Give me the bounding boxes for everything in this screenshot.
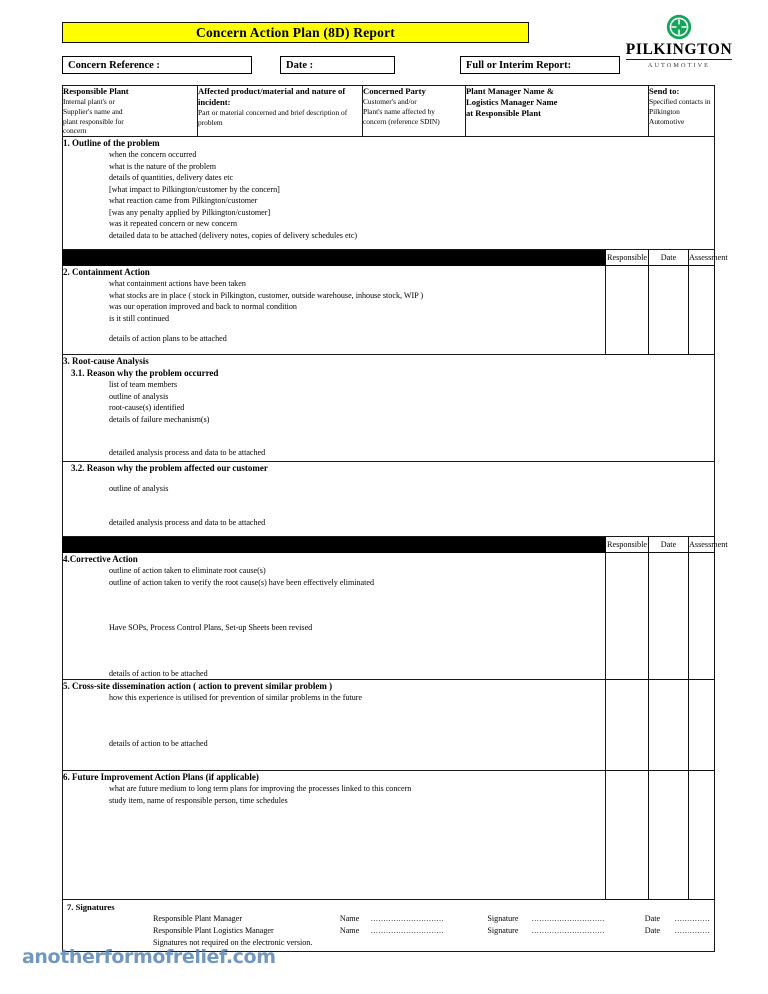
section-2-assessment-cell[interactable] (689, 266, 715, 355)
section-6-responsible-cell[interactable] (606, 771, 649, 900)
section-7-heading: 7. Signatures (67, 902, 115, 913)
header-sub: Part or material concerned and brief description of problem (198, 108, 348, 127)
site-watermark: anotherformofrelief.com (22, 946, 276, 968)
section-4-items (63, 565, 605, 679)
header-title: at Responsible Plant (466, 108, 541, 118)
header-sub: concern (63, 126, 87, 136)
column-header-responsible: Responsible (606, 250, 649, 266)
section-2-heading: 2. Containment Action (63, 267, 150, 278)
section-7-row (63, 900, 715, 952)
list-item: outline of action taken to verify the root cause(s) have been effectively eliminated (109, 577, 375, 587)
header-cell-responsible-plant (63, 86, 198, 137)
list-item: Have SOPs, Process Control Plans, Set-up Sheets been revised (109, 623, 313, 633)
action-columns-header-row-bottom (63, 537, 715, 553)
list-item: how this experience is utilised for prevention of similar problems in the future (109, 693, 363, 703)
signature-name-label: Name (339, 926, 360, 936)
list-item: outline of action taken to eliminate root cause(s) (109, 566, 266, 576)
section-4-heading: 4.Corrective Action (63, 554, 138, 565)
list-item: what reaction came from Pilkington/customer (109, 196, 258, 206)
section-2-cell[interactable] (63, 266, 606, 355)
section-7-cell (63, 900, 715, 952)
signature-date-line[interactable]: .............. (674, 914, 710, 924)
list-item: is it still continued (109, 313, 170, 323)
section-4-date-cell[interactable] (649, 553, 689, 680)
header-cell-plant-manager (466, 86, 649, 137)
section-3-2-items (63, 474, 714, 528)
list-item: detailed data to be attached (delivery notes, copies of delivery schedules etc) (109, 230, 358, 240)
list-item: detailed analysis process and data to be attached (109, 517, 266, 527)
signature-line[interactable]: ............................. (531, 926, 605, 936)
table-row (67, 913, 710, 925)
black-divider-bar (63, 537, 606, 553)
section-5-heading: 5. Cross-site dissemination action ( action to prevent similar problem ) (63, 681, 333, 692)
signature-role: Responsible Plant Manager (153, 914, 243, 924)
header-title: Send to: (649, 86, 680, 96)
header-cell-concerned-party (363, 86, 466, 137)
signature-line[interactable]: ............................. (531, 914, 605, 924)
column-header-assessment: Assessment (689, 250, 715, 266)
list-item: was it repeated concern or new concern (109, 219, 238, 229)
list-item: details of action to be attached (109, 738, 208, 748)
list-item: details of failure mechanism(s) (109, 414, 210, 424)
header-cell-send-to (649, 86, 715, 137)
section-3-1-items (63, 379, 714, 458)
section-6-cell[interactable] (63, 771, 606, 900)
signature-date-label: Date (644, 914, 661, 924)
signature-date-line[interactable]: .............. (674, 926, 710, 936)
header-columns-row (63, 86, 715, 137)
black-divider-bar (63, 250, 606, 266)
brand-tagline: AUTOMOTIVE (647, 62, 711, 70)
list-item: what containment actions have been taken (109, 279, 246, 289)
section-6-assessment-cell[interactable] (689, 771, 715, 900)
section-4-responsible-cell[interactable] (606, 553, 649, 680)
header-title: Concerned Party (363, 86, 426, 96)
section-5-items (63, 692, 605, 749)
list-item: what are future medium to long term plans for improving the processes linked to this concern (109, 784, 412, 794)
header-sub: Internal plant's or (63, 97, 115, 106)
list-item: details of quantities, delivery dates etc (109, 173, 234, 183)
list-item: what stocks are in place ( stock in Pilkington, customer, outside warehouse, inhouse stock, WIP ) (109, 290, 424, 300)
header-sub: plant responsible for (63, 116, 124, 126)
section-2-row (63, 266, 715, 355)
section-5-assessment-cell[interactable] (689, 680, 715, 771)
report-table (62, 85, 728, 952)
section-6-items (63, 783, 605, 806)
table-row (67, 925, 710, 937)
section-1-heading: 1. Outline of the problem (63, 138, 160, 149)
section-6-row (63, 771, 715, 900)
column-header-date: Date (649, 250, 689, 266)
pilkington-cross-icon (666, 14, 692, 40)
signature-note: Signatures not required on the electronic version. (153, 938, 313, 948)
header-title: Plant Manager Name & (466, 86, 554, 96)
brand-logo (625, 14, 733, 69)
signature-name-label: Name (339, 914, 360, 924)
section-3-2-cell[interactable] (63, 462, 715, 537)
section-3-row (63, 355, 715, 462)
header-title: Affected product/material and nature of incident: (198, 86, 346, 107)
list-item: when the concern occurred (109, 150, 197, 160)
signature-role: Responsible Plant Logistics Manager (153, 926, 274, 936)
section-3-1-heading: 3.1. Reason why the problem occurred (71, 368, 219, 379)
signature-label: Signature (487, 926, 519, 936)
concern-reference-label: Concern Reference : (68, 59, 160, 71)
signature-date-label: Date (644, 926, 661, 936)
list-item: list of team members (109, 380, 178, 390)
signature-name-line[interactable]: ............................. (370, 914, 445, 924)
section-6-heading: 6. Future Improvement Action Plans (if applicable) (63, 772, 259, 783)
section-1-cell[interactable] (63, 137, 715, 250)
signature-name-line[interactable]: ............................. (370, 926, 445, 936)
section-3-2-heading: 3.2. Reason why the problem affected our customer (71, 463, 268, 474)
section-4-row (63, 553, 715, 680)
column-header-date: Date (649, 537, 689, 553)
concern-reference-field[interactable] (62, 56, 252, 74)
header-sub: Customer's and/or (363, 97, 417, 106)
list-item: study item, name of responsible person, time schedules (109, 795, 288, 805)
section-4-assessment-cell[interactable] (689, 553, 715, 680)
action-columns-header-row-top (63, 250, 715, 266)
section-2-responsible-cell[interactable] (606, 266, 649, 355)
report-type-field[interactable] (460, 56, 620, 74)
section-2-items (63, 278, 605, 344)
header-title: Logistics Manager Name (466, 97, 558, 107)
section-5-responsible-cell[interactable] (606, 680, 649, 771)
report-title-banner (62, 22, 529, 43)
list-item: outline of analysis (109, 391, 169, 401)
header-title: Responsible Plant (63, 86, 129, 96)
list-item: [was any penalty applied by Pilkington/customer] (109, 207, 271, 217)
header-sub: concern (reference SDIN) (363, 116, 440, 126)
list-item: was our operation improved and back to normal condition (109, 302, 297, 312)
section-1-row (63, 137, 715, 250)
section-3-cell[interactable] (63, 355, 715, 462)
section-3-heading: 3. Root-cause Analysis (63, 356, 149, 367)
header-sub: Plant's name affected by (363, 106, 435, 116)
column-header-responsible: Responsible (606, 537, 649, 553)
header-cell-affected-product (198, 86, 363, 137)
list-item: what is the nature of the problem (109, 161, 216, 171)
report-type-label: Full or Interim Report: (466, 59, 572, 71)
date-field[interactable] (280, 56, 395, 74)
list-item: detailed analysis process and data to be attached (109, 448, 266, 458)
section-6-date-cell[interactable] (649, 771, 689, 900)
section-2-date-cell[interactable] (649, 266, 689, 355)
section-3-2-row (63, 462, 715, 537)
section-5-cell[interactable] (63, 680, 606, 771)
header-sub: Supplier's name and (63, 106, 123, 116)
list-item: details of action plans to be attached (109, 334, 227, 344)
section-5-date-cell[interactable] (649, 680, 689, 771)
list-item: details of action to be attached (109, 668, 208, 678)
column-header-assessment: Assessment (689, 537, 715, 553)
header-sub: Pilkington Automotive (649, 106, 685, 126)
date-label: Date : (286, 59, 314, 71)
list-item: root-cause(s) identified (109, 403, 185, 413)
list-item: outline of analysis (109, 484, 169, 494)
brand-name: PILKINGTON (626, 42, 733, 60)
signature-table (67, 913, 710, 937)
page-title: Concern Action Plan (8D) Report (196, 24, 395, 40)
section-1-items (63, 149, 714, 241)
header-sub: Specified contacts in (649, 97, 711, 106)
section-4-cell[interactable] (63, 553, 606, 680)
signature-label: Signature (487, 914, 519, 924)
section-5-row (63, 680, 715, 771)
list-item: [what impact to Pilkington/customer by the concern] (109, 184, 280, 194)
